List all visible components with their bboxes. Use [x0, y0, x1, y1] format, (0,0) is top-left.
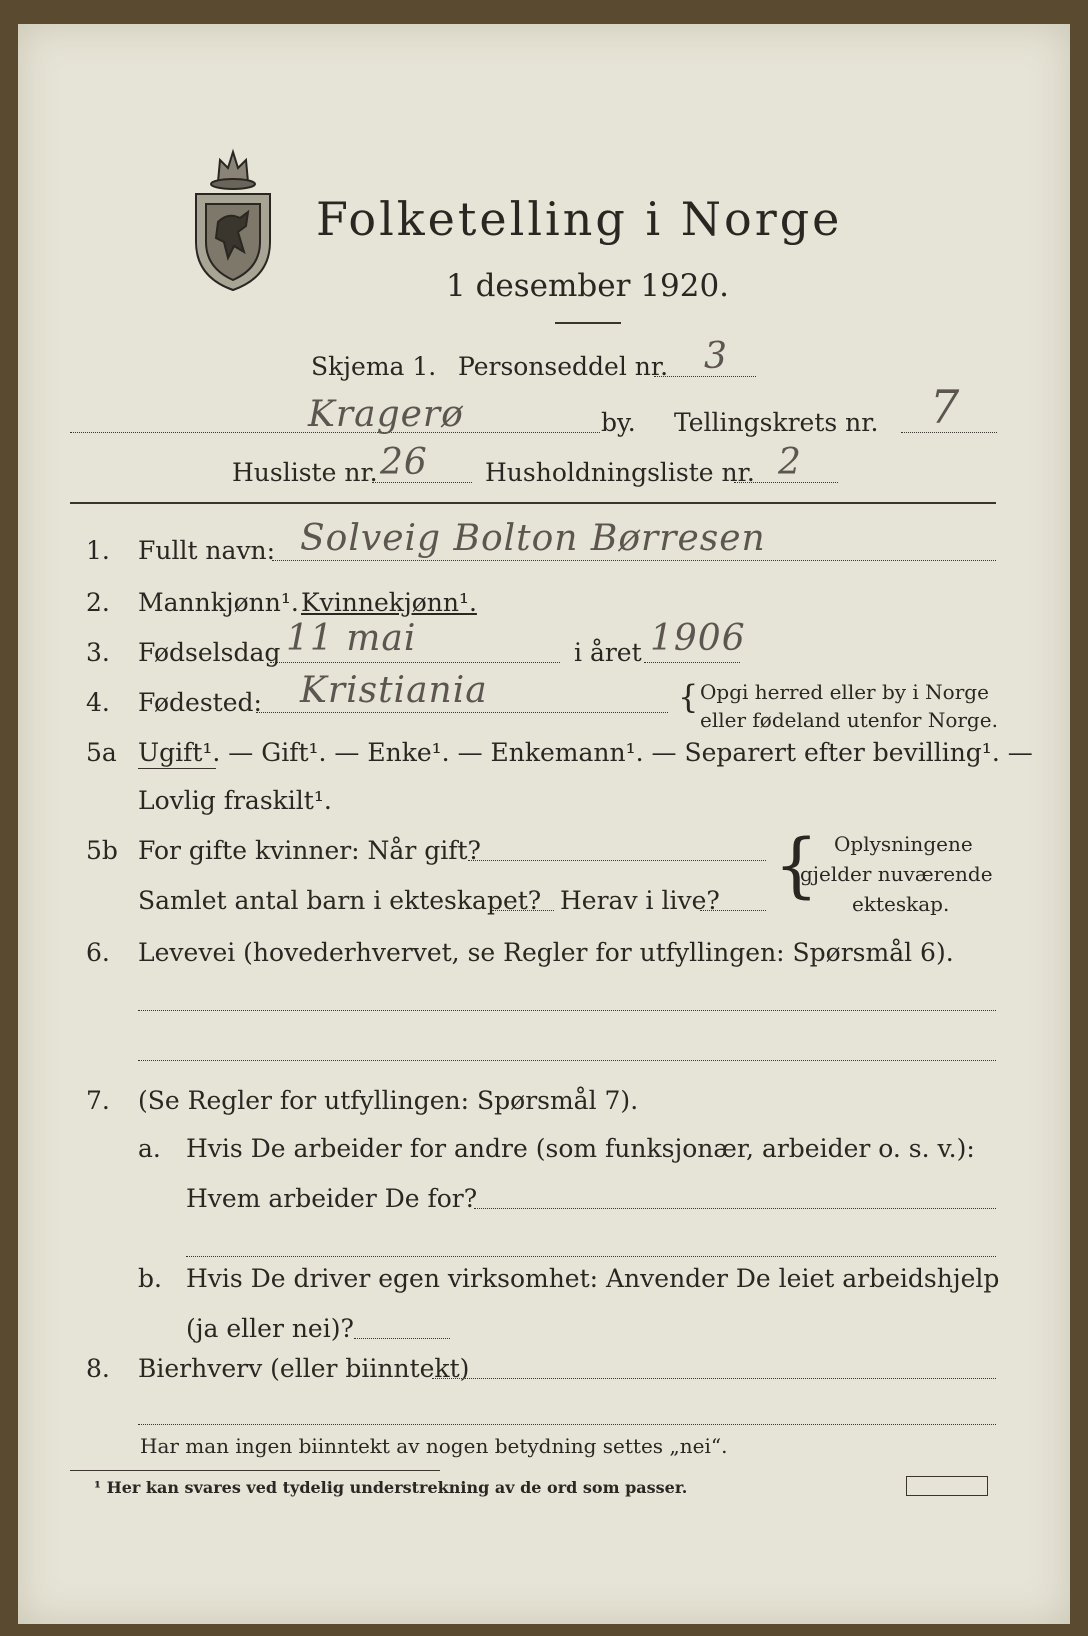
- q7a-number: a.: [138, 1134, 161, 1163]
- marital-status-options[interactable]: Ugift¹. — Gift¹. — Enke¹. — Enkemann¹. — Separert efter bevilling¹. —: [138, 738, 1033, 767]
- birthplace-note-1: Opgi herred eller by i Norge: [700, 680, 989, 704]
- birthplace-note-2: eller fødeland utenfor Norge.: [700, 708, 998, 732]
- q1-number: 1.: [86, 536, 110, 565]
- marriage-brace: {: [774, 824, 819, 906]
- married-when-label: For gifte kvinner: Når gift?: [138, 836, 481, 865]
- skjema-label: Skjema 1.: [311, 352, 437, 381]
- q7-label: (Se Regler for utfyllingen: Spørsmål 7).: [138, 1086, 639, 1115]
- side-income-note: Har man ingen biinntekt av nogen betydning settes „nei“.: [140, 1434, 728, 1458]
- occupation-field-1[interactable]: [138, 1010, 996, 1011]
- year-label: i året: [574, 638, 642, 667]
- children-total-label: Samlet antal barn i ekteskapet?: [138, 886, 542, 915]
- census-form: [18, 24, 1070, 1624]
- printer-stamp: [906, 1476, 988, 1496]
- children-alive-label: Herav i live?: [560, 886, 720, 915]
- footnote: ¹ Her kan svares ved tydelig understrekning av de ord som passer.: [94, 1478, 688, 1497]
- marriage-note-3: ekteskap.: [852, 892, 950, 916]
- q8-label: Bierhverv (eller biinntekt): [138, 1354, 470, 1383]
- full-name-field[interactable]: [272, 560, 996, 561]
- birthplace-field[interactable]: [256, 712, 668, 713]
- birth-year-value: 1906: [650, 618, 746, 659]
- birth-year-field[interactable]: [644, 662, 740, 663]
- by-value: Kragerø: [308, 394, 464, 435]
- married-when-field[interactable]: [468, 860, 766, 861]
- children-alive-field[interactable]: [700, 910, 766, 911]
- personseddel-label: Personseddel nr.: [458, 352, 669, 381]
- census-date: 1 desember 1920.: [446, 268, 730, 304]
- q1-label: Fullt navn:: [138, 536, 276, 565]
- q5a-number: 5a: [86, 738, 117, 767]
- children-total-field[interactable]: [492, 910, 554, 911]
- tellingskrets-value: 7: [930, 380, 961, 434]
- q6-number: 6.: [86, 938, 110, 967]
- q7b-line-1: Hvis De driver egen virksomhet: Anvender De leiet arbeidshjelp: [186, 1264, 1000, 1293]
- full-name-value: Solveig Bolton Børresen: [300, 518, 766, 559]
- husliste-value: 26: [380, 442, 428, 483]
- birthplace-value: Kristiania: [300, 670, 488, 711]
- marital-status-options-2[interactable]: Lovlig fraskilt¹.: [138, 786, 332, 815]
- q7a-line-1: Hvis De arbeider for andre (som funksjonær, arbeider o. s. v.):: [186, 1134, 975, 1163]
- marriage-note-1: Oplysningene: [834, 832, 973, 856]
- hired-help-field[interactable]: [354, 1338, 450, 1339]
- marriage-note-2: gjelder nuværende: [800, 862, 993, 886]
- occupation-field-2[interactable]: [138, 1060, 996, 1061]
- q5b-number: 5b: [86, 836, 118, 865]
- q6-label: Levevei (hovederhvervet, se Regler for utfyllingen: Spørsmål 6).: [138, 938, 954, 967]
- q7-number: 7.: [86, 1086, 110, 1115]
- husholdningsliste-label: Husholdningsliste nr.: [485, 458, 755, 487]
- birthplace-brace: {: [678, 678, 699, 716]
- husliste-label: Husliste nr.: [232, 458, 378, 487]
- q2-number: 2.: [86, 588, 110, 617]
- q3-number: 3.: [86, 638, 110, 667]
- coat-of-arms-icon: [188, 142, 278, 292]
- footnote-rule: [70, 1470, 440, 1471]
- form-title: Folketelling i Norge: [316, 192, 843, 246]
- q7b-line-2: (ja eller nei)?: [186, 1314, 354, 1343]
- employer-field-2[interactable]: [186, 1256, 996, 1257]
- side-income-field-1[interactable]: [432, 1378, 996, 1379]
- title-divider: [555, 322, 621, 324]
- q4-label: Fødested:: [138, 688, 262, 717]
- ugift-underline: [138, 768, 216, 769]
- q7b-number: b.: [138, 1264, 162, 1293]
- birthday-value: 11 mai: [286, 618, 417, 659]
- personseddel-value: 3: [704, 336, 728, 377]
- by-label: by.: [601, 408, 636, 437]
- q7a-line-2: Hvem arbeider De for?: [186, 1184, 478, 1213]
- side-income-field-2[interactable]: [138, 1424, 996, 1425]
- q8-number: 8.: [86, 1354, 110, 1383]
- female-option[interactable]: Kvinnekjønn¹.: [301, 588, 477, 617]
- q3-label: Fødselsdag: [138, 638, 281, 667]
- employer-field-1[interactable]: [474, 1208, 996, 1209]
- husholdningsliste-value: 2: [778, 442, 802, 483]
- male-option[interactable]: Mannkjønn¹.: [138, 588, 299, 617]
- birthday-field[interactable]: [270, 662, 560, 663]
- header-rule: [70, 502, 996, 504]
- q4-number: 4.: [86, 688, 110, 717]
- tellingskrets-label: Tellingskrets nr.: [674, 408, 879, 437]
